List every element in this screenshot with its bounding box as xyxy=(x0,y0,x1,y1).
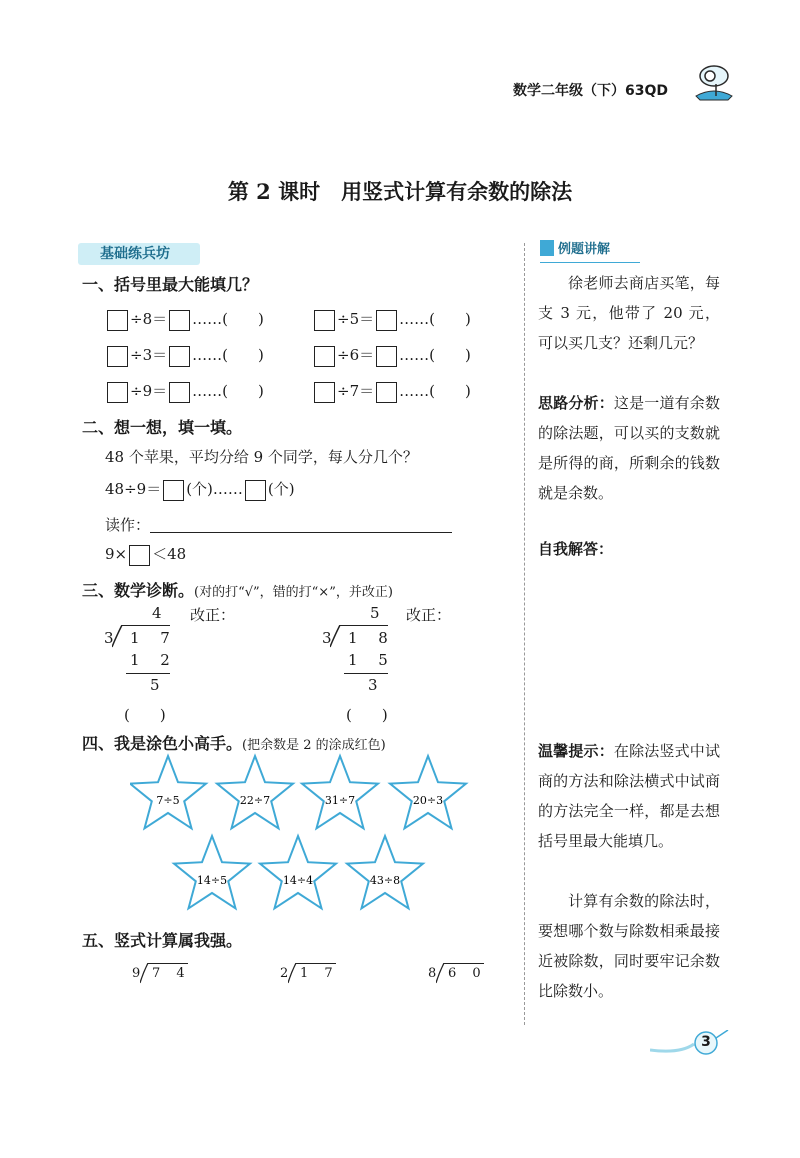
tip-label: 温馨提示： xyxy=(538,742,614,760)
q3-heading-row xyxy=(82,578,393,601)
example-badge-label: 例题讲解 xyxy=(558,242,611,257)
q5-division-3 xyxy=(428,960,508,990)
analysis-label: 思路分析： xyxy=(538,394,614,412)
star-shape[interactable] xyxy=(302,756,378,828)
answer-box[interactable] xyxy=(107,346,128,367)
read-label: 读作： xyxy=(105,516,151,534)
answer-box[interactable] xyxy=(163,480,184,501)
t-icon xyxy=(540,240,554,256)
section-badge-label: 基础练兵坊 xyxy=(100,246,170,262)
star-shape[interactable] xyxy=(390,756,466,828)
answer-box[interactable] xyxy=(376,310,397,331)
q4-heading: 四、我是涂色小高手。 xyxy=(82,734,243,753)
quotient: 5 xyxy=(370,604,380,622)
tip-block xyxy=(538,736,720,856)
dividend: 7 4 xyxy=(152,966,191,981)
q3-long-division-1 xyxy=(104,604,304,724)
q1-heading: 一、括号里最大能填几？ xyxy=(82,275,259,294)
star-shape[interactable] xyxy=(174,836,250,908)
tip2-text: 计算有余数的除法时，要想哪个数与除数相乘最接近被除数，同时要牢记余数比除数小。 xyxy=(538,892,720,1000)
example-text: 徐老师去商店买笔，每支 3 元，他带了 20 元，可以买几支？还剩几元？ xyxy=(538,274,720,352)
q1-item: ÷9＝ ……( ) xyxy=(105,380,264,403)
judge-parens[interactable]: ( ) xyxy=(124,706,166,724)
answer-box[interactable] xyxy=(129,545,150,566)
fix-label: 改正： xyxy=(190,606,236,624)
page-swoosh xyxy=(650,1030,730,1056)
page-title: 第 2 课时 用竖式计算有余数的除法 xyxy=(227,179,573,204)
star-shape[interactable] xyxy=(130,756,206,828)
product: 1 2 xyxy=(130,651,178,669)
analysis-text: 这是一道有余数的除法题，可以买的支数就是所得的商，所剩余的钱数就是余数。 xyxy=(538,394,720,502)
star-label: 22÷7 xyxy=(239,794,271,807)
answer-box[interactable] xyxy=(314,346,335,367)
dividend: 1 7 xyxy=(130,629,178,647)
product: 1 5 xyxy=(348,651,396,669)
q2-equation: 48÷9＝ (个)…… (个) xyxy=(105,478,295,501)
star-label: 7÷5 xyxy=(156,794,180,807)
answer-box[interactable] xyxy=(107,382,128,403)
answer-box[interactable] xyxy=(376,382,397,403)
star-shape[interactable] xyxy=(347,836,423,908)
star-item[interactable] xyxy=(174,836,250,908)
divisor: 3 xyxy=(322,629,332,647)
star-label: 31÷7 xyxy=(324,794,356,807)
sidebar-divider xyxy=(524,243,525,1025)
star-item[interactable] xyxy=(390,756,466,828)
star-label: 43÷8 xyxy=(369,874,401,887)
divisor: 8 xyxy=(428,966,437,981)
q4-heading-row xyxy=(82,731,386,754)
star-item[interactable] xyxy=(302,756,378,828)
star-item[interactable] xyxy=(130,756,206,828)
divisor: 9 xyxy=(132,966,141,981)
q3-note: (对的打“√”，错的打“×”，并改正) xyxy=(194,585,393,600)
stars-group xyxy=(130,752,490,932)
page-number: 3 xyxy=(701,1034,711,1050)
dividend: 1 8 xyxy=(348,629,396,647)
q5-division-2 xyxy=(280,960,360,990)
star-label: 14÷5 xyxy=(196,874,228,887)
answer-box[interactable] xyxy=(245,480,266,501)
q2-heading: 二、想一想，填一填。 xyxy=(82,418,243,437)
star-item[interactable] xyxy=(217,756,293,828)
remainder: 3 xyxy=(368,676,378,694)
example-badge xyxy=(540,240,640,263)
judge-parens[interactable]: ( ) xyxy=(346,706,388,724)
q1-item: ÷3＝ ……( ) xyxy=(105,344,264,367)
q5-division-1 xyxy=(132,960,212,990)
answer-box[interactable] xyxy=(376,346,397,367)
section-badge xyxy=(78,243,200,265)
answer-label: 自我解答： xyxy=(538,540,614,558)
answer-box[interactable] xyxy=(169,310,190,331)
star-label: 20÷3 xyxy=(412,794,444,807)
tip-text: 在除法竖式中试商的方法和除法横式中试商的方法完全一样，都是去想括号里最大能填几。 xyxy=(538,742,720,850)
q3-long-division-2 xyxy=(322,604,522,724)
star-shape[interactable] xyxy=(217,756,293,828)
header-title: 数学二年级（下）63QD xyxy=(512,83,668,99)
q4-note: (把余数是 2 的涂成红色) xyxy=(242,738,386,753)
q5-heading: 五、竖式计算属我强。 xyxy=(82,931,243,950)
star-item[interactable] xyxy=(260,836,336,908)
answer-box[interactable] xyxy=(169,346,190,367)
star-label: 14÷4 xyxy=(282,874,314,887)
q2-problem: 48 个苹果，平均分给 9 个同学，每人分几个？ xyxy=(105,448,418,466)
divisor: 2 xyxy=(280,966,289,981)
analysis-block xyxy=(538,388,720,508)
remainder: 5 xyxy=(150,676,160,694)
star-item[interactable] xyxy=(347,836,423,908)
answer-box[interactable] xyxy=(107,310,128,331)
q1-item: ÷5＝ ……( ) xyxy=(312,308,471,331)
telescope-icon xyxy=(686,56,742,106)
answer-box[interactable] xyxy=(314,310,335,331)
divisor: 3 xyxy=(104,629,114,647)
answer-box[interactable] xyxy=(314,382,335,403)
fix-label: 改正： xyxy=(406,606,452,624)
q2-inequality: 9× ＜48 xyxy=(105,543,186,566)
q1-item: ÷7＝ ……( ) xyxy=(312,380,471,403)
q1-item: ÷8＝ ……( ) xyxy=(105,308,264,331)
answer-block xyxy=(538,534,720,564)
q3-heading: 三、数学诊断。 xyxy=(82,581,195,600)
answer-box[interactable] xyxy=(169,382,190,403)
dividend: 1 7 xyxy=(300,966,339,981)
dividend: 6 0 xyxy=(448,966,487,981)
q1-item: ÷6＝ ……( ) xyxy=(312,344,471,367)
star-shape[interactable] xyxy=(260,836,336,908)
quotient: 4 xyxy=(152,604,162,622)
read-answer-line[interactable] xyxy=(150,532,452,533)
